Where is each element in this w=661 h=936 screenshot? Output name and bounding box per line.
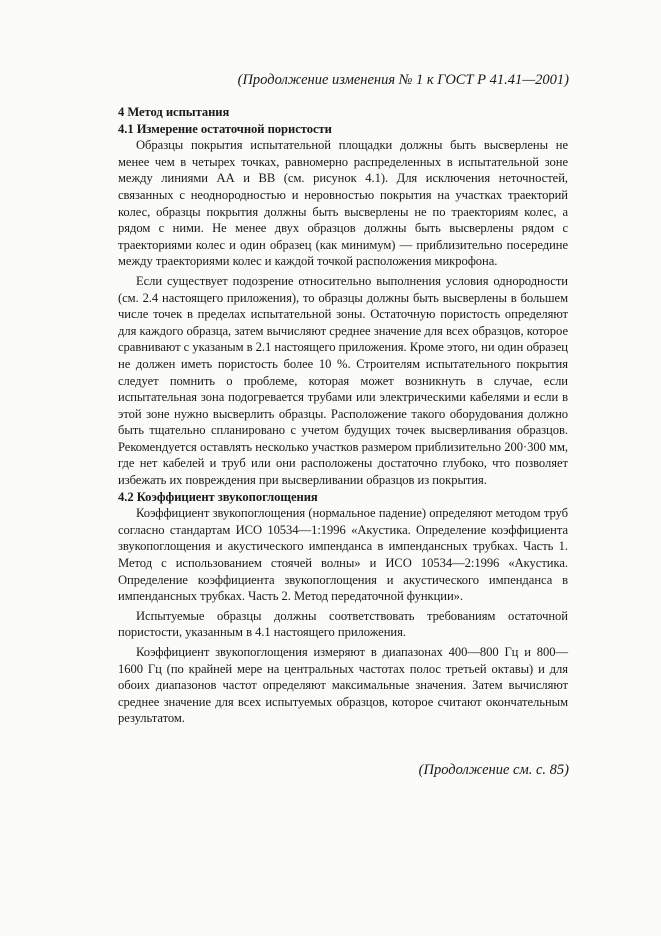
header-continuation-note: (Продолжение изменения № 1 к ГОСТ Р 41.41—2001) <box>237 72 569 88</box>
paragraph-text: Коэффициент звукопоглощения измеряют в диапазонах 400—800 Гц и 800—1600 Гц (по крайней мере на центральных частотах полос третьей октавы) и для обоих диапазонов частот определяют максимальные значения. Затем вычисляют среднее значение для всех испытуемых образцов, которое считают окончательным результатом. <box>118 645 568 726</box>
paragraph-4-1-a <box>118 137 568 270</box>
document-body <box>118 104 568 727</box>
paragraph-text: Испытуемые образцы должны соответствовать требованиям остаточной пористости, указанным в 4.1 настоящего приложения. <box>118 608 568 640</box>
paragraph-4-2-b <box>118 608 568 641</box>
paragraph-4-2-a <box>118 505 568 605</box>
subsection-title-4-1: 4.1 Измерение остаточной пористости <box>118 121 332 136</box>
footer-continuation-note: (Продолжение см. с. 85) <box>418 762 569 778</box>
paragraph-4-1-b <box>118 273 568 489</box>
subsection-title-4-2: 4.2 Коэффициент звукопоглощения <box>118 489 318 504</box>
section-title: 4 Метод испытания <box>118 105 230 119</box>
paragraph-4-2-c <box>118 644 568 727</box>
paragraph-text: Если существует подозрение относительно выполнения условия однородности (см. 2.4 настоящего приложения), то образцы должны быть высверлены в большем числе точек в пределах испытательной зоны. Остаточную пористость определяют для каждого образца, затем вычисляют среднее значение для всех образцов, которое сравнивают с указаным в 2.1 настоящего приложения. Кроме этого, ни один образец не должен иметь пористость более 10 %. Строителям испытательного покрытия следует помнить о проблеме, которая может возникнуть в случае, если испытательная зона подогревается трубами или электрическими кабелями и если в этой зоне нужно высверлить образцы. Расположение такого оборудования должно быть тщательно спланировано с учетом будущих точек высверливания образцов. Рекомендуется оставлять несколько участков размером приблизительно 200·300 мм, где нет кабелей и труб или они расположены достаточно глубоко, что позволяет избежать их повреждения при высверливании образцов из покрытия. <box>118 273 568 488</box>
paragraph-text: Коэффициент звукопоглощения (нормальное падение) определяют методом труб согласно стандартам ИСО 10534—1:1996 «Акустика. Определение коэффициента звукопоглощения и акустического импенданса в импендансных трубках. Часть 1. Метод с использованием стоячей волны» и ИСО 10534—2:1996 «Акустика. Определение коэффициента звукопоглощения и акустического импенданса в импендансных трубках. Часть 2. Метод передаточной функции». <box>118 506 568 604</box>
paragraph-text: Образцы покрытия испытательной площадки должны быть высверлены не менее чем в четырех точках, равномерно распределенных в испытательной зоне между линиями АА и ВВ (см. рисунок 4.1). Для исключения неточностей, связанных с неоднородностью и неровностью покрытия на участках траекторий колес, образцы покрытия должны быть высверлены не по траекториям колес, а рядом с ними. Не менее двух образцов должны быть высверлены рядом с траекториями колес и один образец (как минимум) — приблизительно посередине между траекториями колес и каждой точкой расположения микрофона. <box>118 138 568 269</box>
